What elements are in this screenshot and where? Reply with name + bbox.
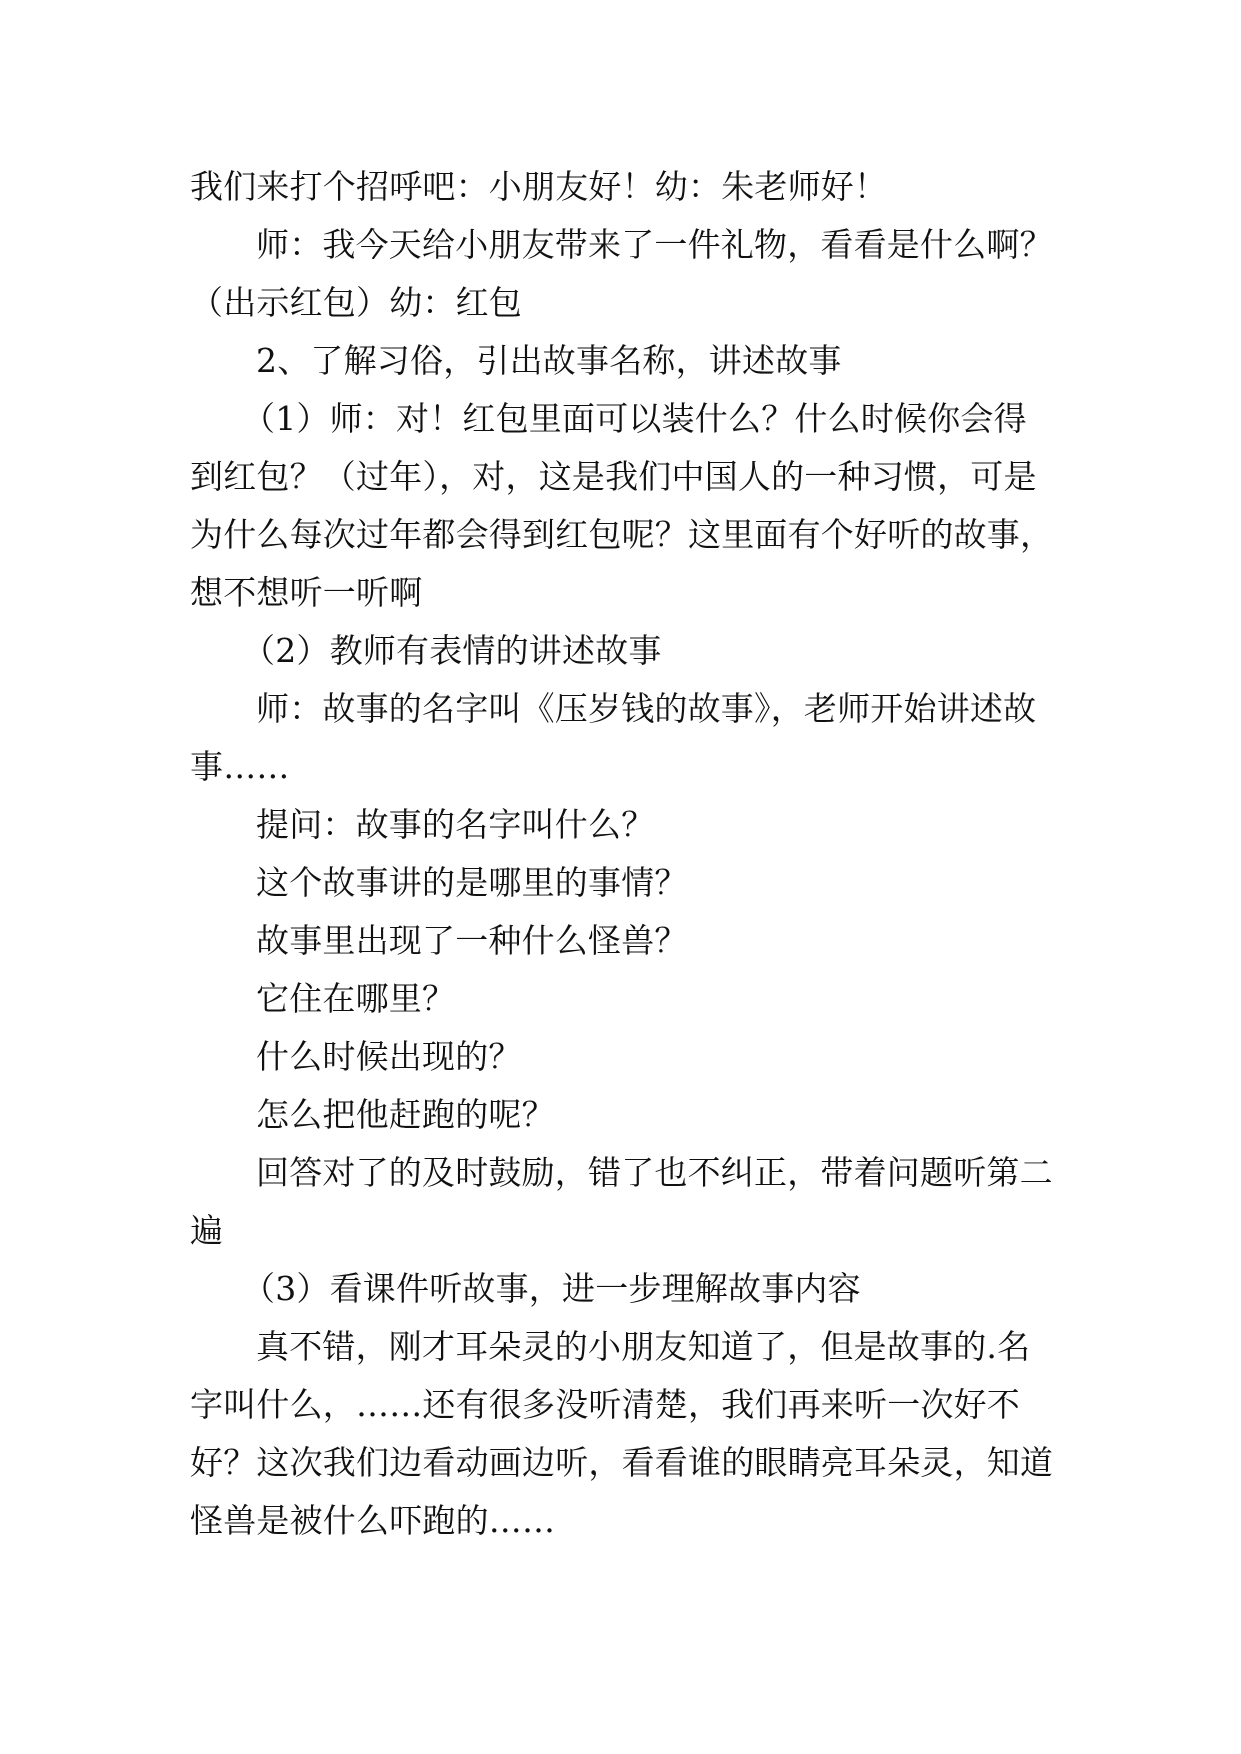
text-line-1: 我们来打个招呼吧：小朋友好！幼：朱老师好！ (190, 167, 888, 206)
text-line-10: 师：故事的名字叫《压岁钱的故事》，老师开始讲述故 (256, 689, 1037, 728)
text-line-22: 字叫什么，……还有很多没听清楚，我们再来听一次好不 (190, 1385, 1020, 1424)
text-line-24: 怪兽是被什么吓跑的…… (190, 1501, 556, 1540)
question-line-6: 怎么把他赶跑的呢？ (256, 1095, 555, 1134)
question-line-1: 提问：故事的名字叫什么？ (256, 805, 655, 844)
text-line-2: 师：我今天给小朋友带来了一件礼物，看看是什么啊？ (256, 225, 1053, 264)
text-line-21: 真不错，刚才耳朵灵的小朋友知道了，但是故事的.名 (256, 1327, 1031, 1366)
section-heading: 2、了解习俗，引出故事名称，讲述故事 (256, 341, 842, 380)
text-line-20: （3）看课件听故事，进一步理解故事内容 (242, 1269, 861, 1308)
text-line-6: 到红包？（过年），对，这是我们中国人的一种习惯，可是 (190, 457, 1037, 496)
text-line-3: （出示红包）幼：红包 (190, 283, 522, 322)
document-body (190, 158, 1060, 1550)
text-line-19: 遍 (190, 1211, 224, 1250)
text-line-7: 为什么每次过年都会得到红包呢？这里面有个好听的故事， (190, 515, 1054, 554)
text-line-5: （1）师：对！红包里面可以装什么？什么时候你会得 (242, 399, 1027, 438)
question-line-4: 它住在哪里？ (256, 979, 456, 1018)
question-line-5: 什么时候出现的？ (256, 1037, 522, 1076)
text-line-11: 事…… (190, 747, 290, 786)
question-line-2: 这个故事讲的是哪里的事情？ (256, 863, 688, 902)
text-line-18: 回答对了的及时鼓励，错了也不纠正，带着问题听第二 (256, 1153, 1053, 1192)
text-line-9: （2）教师有表情的讲述故事 (242, 631, 662, 670)
question-line-3: 故事里出现了一种什么怪兽？ (256, 921, 688, 960)
text-line-23: 好？这次我们边看动画边听，看看谁的眼睛亮耳朵灵，知道 (190, 1443, 1054, 1482)
text-line-8: 想不想听一听啊 (190, 573, 423, 612)
